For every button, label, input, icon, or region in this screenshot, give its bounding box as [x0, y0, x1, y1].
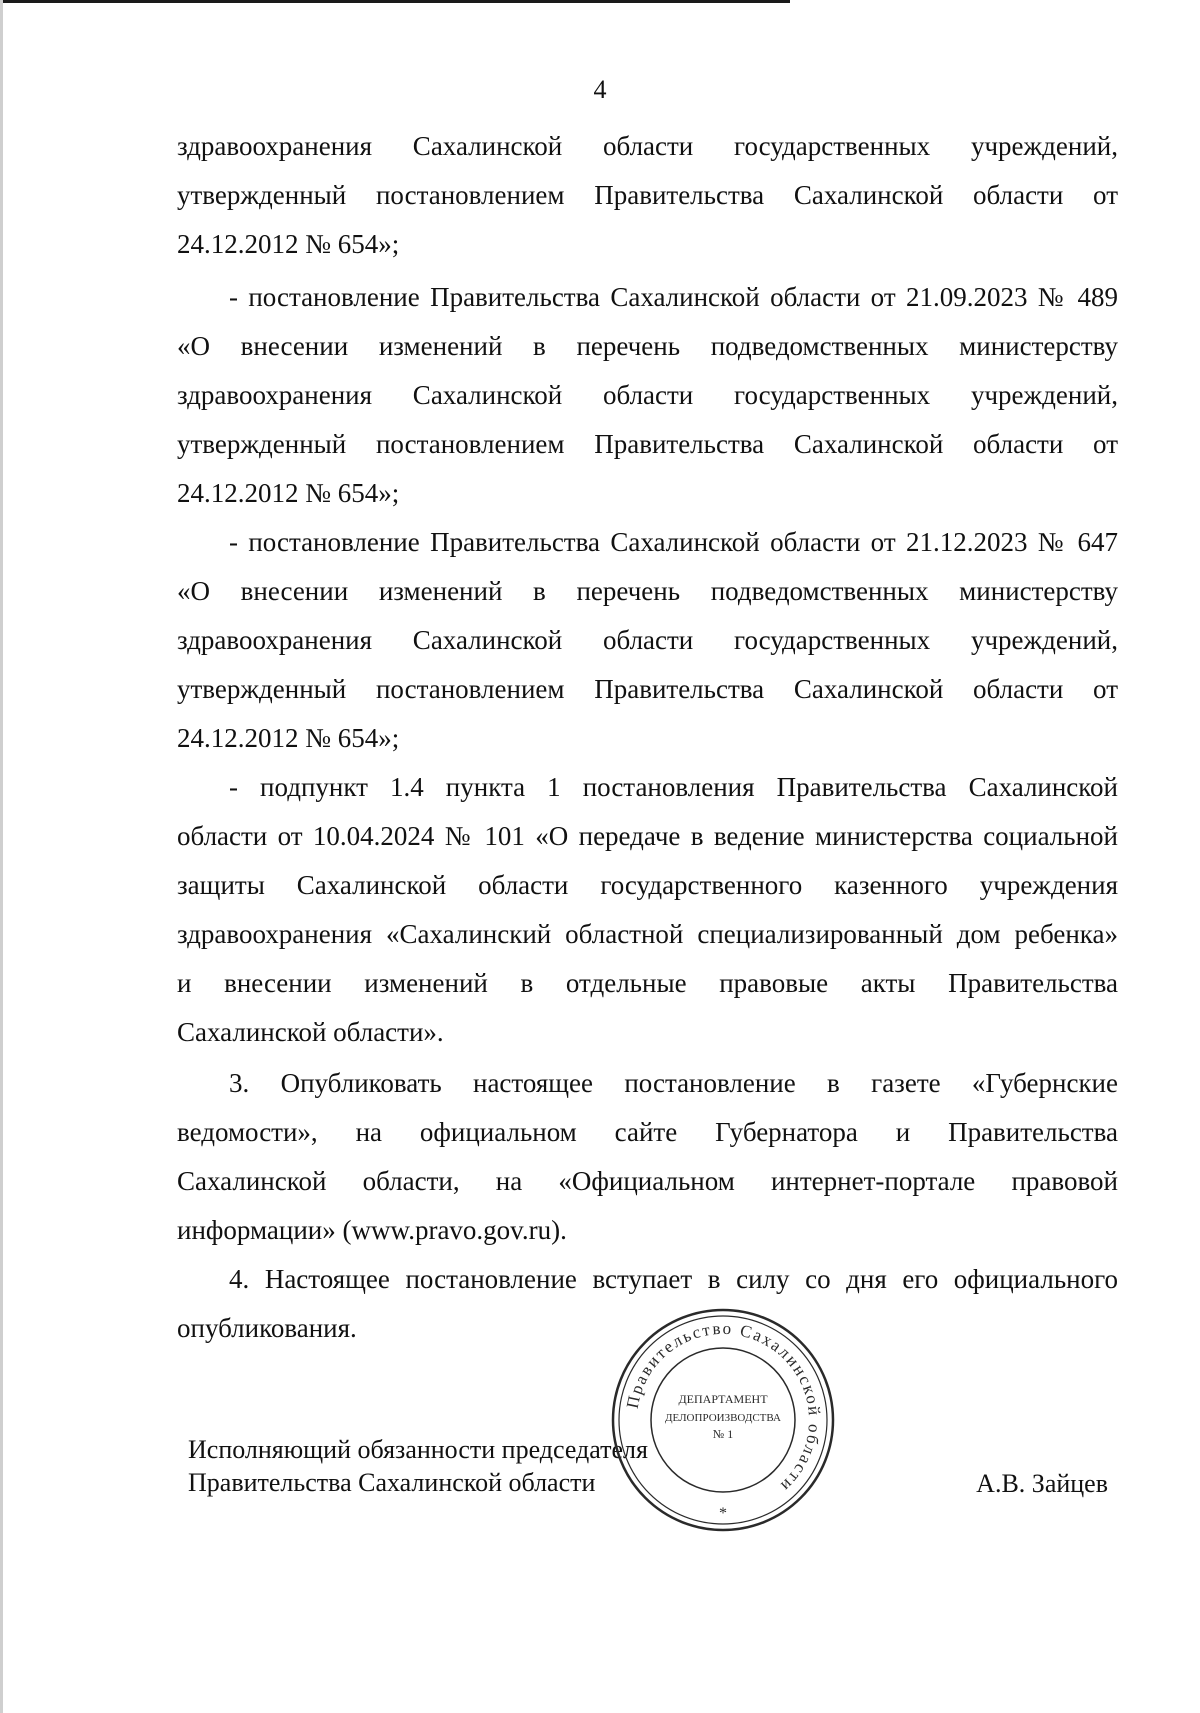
paragraph-item-3 [177, 1059, 1118, 1255]
paragraph-decree-489 [177, 273, 1118, 518]
text-line: утвержденный постановлением Правительства Сахалинской области от [177, 674, 1118, 704]
scan-left-edge [0, 0, 3, 1713]
text-line: ведомости», на официальном сайте Губернатора и Правительства [177, 1117, 1118, 1147]
seal-inner-line2: ДЕЛОПРОИЗВОДСТВА [665, 1412, 781, 1424]
seal-star: * [719, 1505, 727, 1522]
text-line: утвержденный постановлением Правительства Сахалинской области от [177, 429, 1118, 459]
text-line: «О внесении изменений в перечень подведомственных министерству [177, 331, 1118, 361]
seal-ring-text: Правительство Сахалинской области [622, 1318, 825, 1497]
text-line: 3. Опубликовать настоящее постановление в газете «Губернские [229, 1068, 1118, 1098]
text-line: 4. Настоящее постановление вступает в силу со дня его официального [229, 1264, 1118, 1294]
text-line: 24.12.2012 № 654»; [177, 478, 400, 508]
text-line: информации» (www.pravo.gov.ru). [177, 1215, 567, 1245]
text-line: здравоохранения «Сахалинский областной специализированный дом ребенка» [177, 919, 1118, 949]
text-line: - постановление Правительства Сахалинской области от 21.09.2023 № 489 [229, 282, 1118, 312]
top-border-line [0, 0, 790, 3]
paragraph-decree-647 [177, 518, 1118, 763]
text-line: здравоохранения Сахалинской области государственных учреждений, [177, 131, 1118, 161]
seal-inner-line1: ДЕПАРТАМЕНТ [678, 1392, 768, 1406]
text-line: здравоохранения Сахалинской области государственных учреждений, [177, 380, 1118, 410]
text-line: 24.12.2012 № 654»; [177, 229, 400, 259]
signature-title-line1: Исполняющий обязанности председателя [188, 1435, 648, 1464]
text-line: области от 10.04.2024 № 101 «О передаче в ведение министерства социальной [177, 821, 1118, 851]
text-line: Сахалинской области, на «Официальном интернет-портале правовой [177, 1166, 1118, 1196]
paragraph-continuation [177, 122, 1118, 269]
signer-name: А.В. Зайцев [976, 1469, 1108, 1498]
text-line: - постановление Правительства Сахалинской области от 21.12.2023 № 647 [229, 527, 1118, 557]
text-line: и внесении изменений в отдельные правовые акты Правительства [177, 968, 1118, 998]
signature-title [188, 1433, 648, 1499]
text-line: защиты Сахалинской области государственного казенного учреждения [177, 870, 1118, 900]
paragraph-subclause-1-4 [177, 763, 1118, 1057]
text-line: Сахалинской области». [177, 1017, 444, 1047]
text-line: «О внесении изменений в перечень подведомственных министерству [177, 576, 1118, 606]
official-seal-stamp [610, 1307, 836, 1533]
text-line: - подпункт 1.4 пункта 1 постановления Правительства Сахалинской [229, 772, 1118, 802]
signature-title-line2: Правительства Сахалинской области [188, 1468, 596, 1497]
text-line: здравоохранения Сахалинской области государственных учреждений, [177, 625, 1118, 655]
seal-inner-line3: № 1 [712, 1427, 734, 1441]
text-line: опубликования. [177, 1313, 357, 1343]
page-number: 4 [593, 75, 607, 104]
text-line: 24.12.2012 № 654»; [177, 723, 400, 753]
text-line: утвержденный постановлением Правительства Сахалинской области от [177, 180, 1118, 210]
